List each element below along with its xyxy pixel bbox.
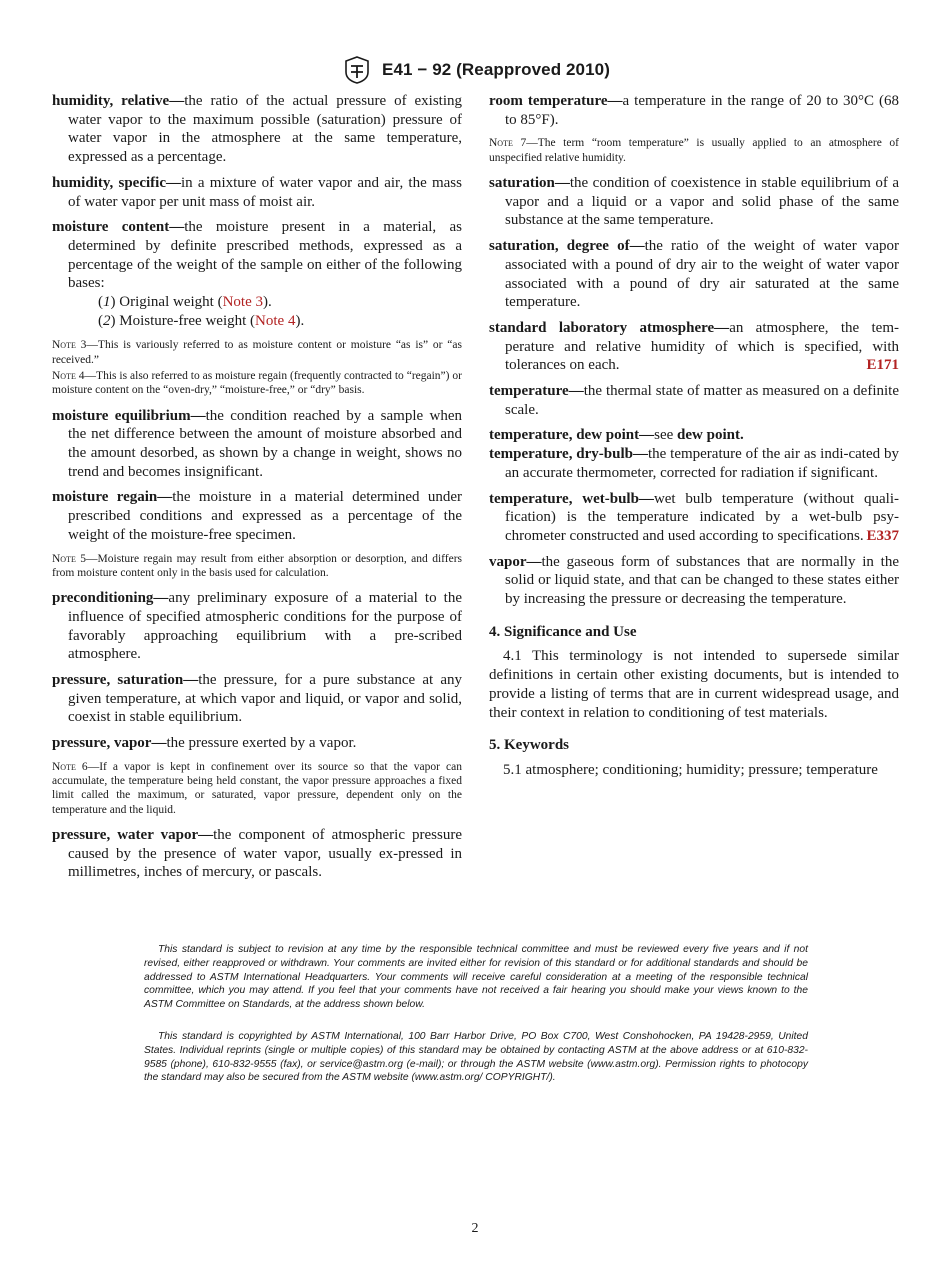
definition-room-temperature: [489, 92, 899, 129]
definition-moisture-equilibrium: [52, 407, 462, 482]
definition-saturation: [489, 174, 899, 230]
term: pressure, saturation—: [52, 671, 199, 688]
list-item-moisture-free-weight: (2) Moisture-free weight (Note 4).: [98, 312, 305, 329]
term: saturation—: [489, 175, 570, 191]
definition-pressure-vapor: [52, 734, 462, 753]
list-text: Original weight (: [119, 294, 223, 311]
section-paragraph-5-1: 5.1 atmosphere; conditioning; humidity; pressure; temperature: [503, 761, 878, 778]
list-number: 2: [103, 312, 111, 329]
definition-text: an atmosphere, the tem-perature and relative humidity of which is specified, with tolerances on each.: [505, 319, 899, 374]
section-paragraph-4-1: 4.1 This terminology is not intended to supersede similar definitions in certain other existing documents, but is intended to provide a listing of terms that are in current widespread usage, and their context in relation to conditioning of test materials.: [489, 648, 899, 721]
right-column: [489, 92, 899, 787]
definition-pressure-water-vapor: [52, 826, 462, 882]
definition-text: the moisture present in a material, as determined by definite prescribed methods, expressed as a percentage of the weight of the sample on either of the following bases:: [68, 219, 463, 292]
note-6: [52, 760, 462, 817]
definition-text: wet bulb temperature (without quali-fication) is the temperature indicated by a wet-bulb psy-chrometer constructed and used according to specifications.: [505, 490, 899, 544]
definition-standard-lab-atmosphere: [489, 319, 899, 375]
definition-text: the ratio of the weight of water vapor associated with a pound of dry air to the weight of water vapor associated with a pound of dry air saturated at the same temperature.: [505, 238, 899, 311]
definition-text: the thermal state of matter as measured on a definite scale.: [505, 383, 899, 418]
section-heading-significance: 4. Significance and Use: [489, 623, 637, 640]
term: temperature—: [489, 383, 584, 400]
definition-text: the component of atmospheric pressure caused by the presence of water vapor, usually ex-pressed in millimetres, inches of mercury, or pascals.: [68, 826, 462, 881]
term: moisture content—: [52, 219, 185, 236]
footer-copyright-notice: [144, 1030, 808, 1085]
note-text: —Moisture regain may result from either absorption or desorption, and differs from moisture content only in the basis used for calculation.: [52, 552, 462, 579]
note-3-link[interactable]: Note 3: [222, 294, 263, 311]
definition-moisture-regain: [52, 488, 462, 544]
note-text: —The term “room temperature” is usually applied to an atmosphere of unspecified relative humidity.: [489, 137, 899, 164]
definition-text: the condition of coexistence in stable equilibrium of a vapor and a liquid or a vapor and solid phase of the same substance at the same temperature.: [505, 175, 899, 229]
term: temperature, dry-bulb—: [489, 446, 648, 463]
note-4-link[interactable]: Note 4: [255, 312, 296, 329]
note-3: [52, 338, 462, 367]
term: room temperature—: [489, 93, 623, 109]
list-number: 1: [103, 294, 111, 311]
note-7: [489, 136, 899, 165]
definition-humidity-relative: [52, 92, 462, 167]
e171-reference-link[interactable]: E171: [866, 357, 899, 374]
definition-text: a temperature in the range of 20 to 30°C (68 to 85°F).: [505, 93, 899, 128]
term: pressure, water vapor—: [52, 826, 214, 843]
definition-text: the moisture in a material determined under prescribed conditions and expressed as a percentage of the weight of the moisture-free specimen.: [68, 489, 463, 543]
definition-text: the pressure, for a pure substance at any given temperature, at which vapor and liquid, or vapor and solid, coexist in stable equilibrium.: [68, 671, 462, 726]
definition-text: any preliminary exposure of a material to the influence of specified atmospheric conditions for the purpose of favorably approaching equilibrium with a pre-scribed atmosphere.: [68, 590, 462, 663]
note-text: —This is variously referred to as moisture content or moisture “as is” or “as received.”: [52, 339, 462, 366]
term: temperature, wet-bulb—: [489, 490, 654, 507]
term: saturation, degree of—: [489, 238, 645, 255]
note-label: Note 6: [52, 760, 88, 773]
term: temperature, dew point—: [489, 427, 655, 444]
footer-paragraph: This standard is copyrighted by ASTM International, 100 Barr Harbor Drive, PO Box C700, West Conshohocken, PA 19428-2959, United States. Individual reprints (single or multiple copies) of this standard may be obtained by contacting ASTM at the above address or at 610-832-9585 (phone), 610-832-9555 (fax), or service@astm.org (e-mail); or through the ASTM website (www.astm.org). Permission rights to photocopy the standard may also be secured from the ASTM website (www.astm.org/ COPYRIGHT/).: [144, 1031, 808, 1084]
page-number: 2: [471, 1221, 479, 1236]
definition-text: the gaseous form of substances that are normally in the solid or liquid state, and that can be changed to these states either by increasing the pressure or decreasing the temperature.: [505, 553, 899, 608]
note-text: —If a vapor is kept in confinement over its source so that the vapor can accumulate, the temperature being held constant, the vapor pressure approaches a fixed limit called the maximum, or saturated, vapor pressure, dependent only on the temperature and the liquid.: [52, 760, 462, 816]
note-label: Note 5: [52, 552, 87, 565]
document-title: E41 − 92 (Reapproved 2010): [382, 60, 610, 79]
definition-vapor: [489, 553, 899, 609]
definition-pressure-saturation: [52, 671, 462, 727]
astm-logo-icon: [340, 56, 374, 84]
term: vapor—: [489, 553, 542, 570]
definition-text: see: [654, 427, 678, 444]
term: moisture regain—: [52, 489, 173, 506]
page-header: [0, 55, 950, 85]
e337-reference-link[interactable]: E337: [866, 527, 899, 544]
note-label: Note 4: [52, 370, 85, 383]
term: humidity, specific—: [52, 174, 181, 191]
definition-moisture-content: [52, 218, 462, 293]
cross-reference: dew point.: [677, 427, 744, 444]
note-4: [52, 369, 462, 398]
note-text: —This is also referred to as moisture regain (frequently contracted to “regain”) or moisture content on the “oven-dry,” “moisture-free,” or “dry” basis.: [52, 370, 463, 397]
definition-text: the pressure exerted by a vapor.: [166, 735, 357, 752]
term: standard laboratory atmosphere—: [489, 319, 730, 336]
definition-text: in a mixture of water vapor and air, the mass of water vapor per unit mass of moist air.: [68, 174, 462, 210]
note-label: Note 3: [52, 339, 87, 352]
section-heading-keywords: 5. Keywords: [489, 737, 569, 754]
definition-temperature-dew-point: [489, 426, 899, 445]
definition-temperature-dry-bulb: [489, 445, 899, 482]
term: preconditioning—: [52, 590, 169, 607]
footer-paragraph: This standard is subject to revision at any time by the responsible technical committee and must be reviewed every five years and if not revised, either reapproved or withdrawn. Your comments are invited either for revision of this standard or for additional standards and should be addressed to ASTM International Headquarters. Your comments will receive careful consideration at a meeting of the responsible technical committee, which you may attend. If you feel that your comments have not received a fair hearing you should make your views known to the ASTM Committee on Standards, at the address shown below.: [144, 944, 808, 1011]
list-item-original-weight: (1) Original weight (Note 3).: [98, 294, 272, 311]
definition-saturation-degree: [489, 237, 899, 312]
term: pressure, vapor—: [52, 735, 167, 752]
note-5: [52, 552, 462, 581]
definition-temperature: [489, 382, 899, 419]
definition-text: the temperature of the air as indi-cated by an accurate thermometer, corrected for radiation if significant.: [505, 446, 899, 481]
note-label: Note 7: [489, 137, 527, 150]
definition-humidity-specific: [52, 174, 462, 211]
list-text: Moisture-free weight (: [119, 312, 256, 329]
definition-preconditioning: [52, 589, 462, 664]
left-column: [52, 92, 462, 889]
footer-revision-notice: [144, 943, 808, 1012]
term: humidity, relative—: [52, 93, 185, 109]
definition-text: the ratio of the actual pressure of existing water vapor to the maximum possible (saturation) pressure of water vapor in the atmosphere at the same temperature, expressed as a percentage.: [68, 93, 462, 166]
definition-text: the condition reached by a sample when the net difference between the amount of moisture absorbed and the amount desorbed, as shown by a change in weight, shows no trend and becomes insignificant.: [68, 407, 462, 480]
definition-temperature-wet-bulb: [489, 490, 899, 546]
term: moisture equilibrium—: [52, 407, 206, 424]
